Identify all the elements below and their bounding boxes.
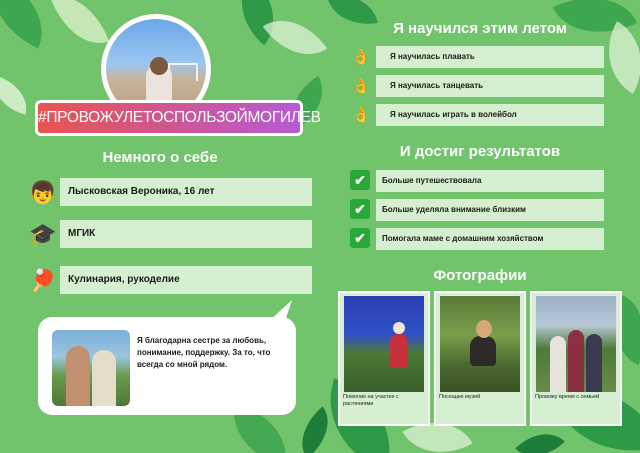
sisters-photo	[52, 330, 130, 406]
photos-title: Фотографии	[433, 267, 527, 284]
ping-pong-icon: 🏓	[29, 268, 57, 293]
decor-leaf	[51, 0, 109, 55]
ok-hand-icon: 👌	[351, 78, 371, 95]
photo-head-shape	[393, 322, 405, 334]
about-title: Немного о себе	[102, 149, 218, 166]
learned-item-text: Я научилась играть в волейбол	[376, 104, 604, 126]
family-photo	[536, 296, 616, 392]
about-item-text: МГИК	[60, 220, 312, 248]
photo-person-shape	[390, 334, 408, 368]
photo-card	[530, 291, 622, 426]
photo-caption: Помогаю на участке с растениями	[343, 394, 399, 407]
photo-person-shape	[568, 330, 584, 392]
photo-goal-shape	[168, 63, 198, 81]
decor-leaf	[0, 0, 59, 48]
ok-hand-icon: 👌	[351, 49, 371, 66]
check-mark-icon: ✔	[350, 228, 370, 248]
results-item-text: Больше уделяла внимание близким	[376, 199, 604, 221]
results-title: И достиг результатов	[399, 143, 561, 160]
photo-head-shape	[150, 57, 168, 75]
about-item-text: Лысковская Вероника, 16 лет	[60, 178, 312, 206]
photo-person-shape	[586, 334, 602, 392]
hashtag-banner: #ПРОВОЖУЛЕТОСПОЛЬЗОЙМОГИЛЕВ	[38, 103, 300, 133]
photo-person-shape	[92, 350, 116, 406]
garden-photo	[344, 296, 424, 392]
photo-card	[434, 291, 526, 426]
learned-item-text: Я научилась плавать	[376, 46, 604, 68]
decor-leaf	[0, 75, 33, 114]
photo-head-shape	[476, 320, 492, 338]
learned-title: Я научился этим летом	[393, 20, 567, 37]
results-item-text: Помогала маме с домашним хозяйством	[376, 228, 604, 250]
photo-caption: Посещаю музей	[439, 394, 481, 400]
quote-text: Я благодарна сестре за любовь, понимание, поддержку. За то, что всегда со мной рядом.	[137, 336, 271, 369]
learned-item-text: Я научилась танцевать	[376, 75, 604, 97]
check-mark-icon: ✔	[350, 199, 370, 219]
results-item-text: Больше путешествовала	[376, 170, 604, 192]
about-item-text: Кулинария, рукоделие	[60, 266, 312, 294]
graduation-cap-icon: 🎓	[29, 222, 57, 247]
ok-hand-icon: 👌	[351, 107, 371, 124]
boy-face-icon: 👦	[29, 180, 57, 205]
photo-person-shape	[470, 336, 496, 366]
museum-photo	[440, 296, 520, 392]
photo-caption: Провожу время с семьей	[535, 394, 600, 400]
photo-person-shape	[550, 336, 566, 392]
photo-person-shape	[66, 346, 90, 406]
photo-card	[338, 291, 430, 426]
check-mark-icon: ✔	[350, 170, 370, 190]
